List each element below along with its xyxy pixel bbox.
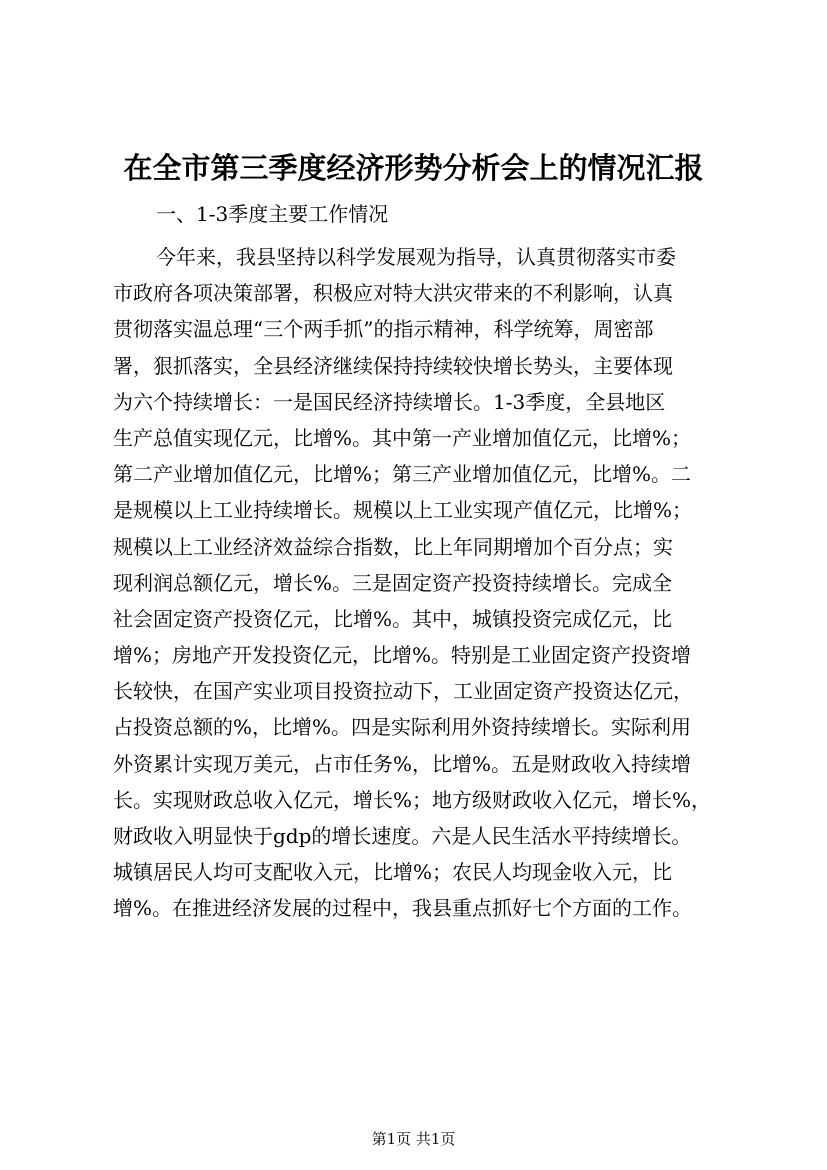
body-paragraph bbox=[113, 239, 753, 927]
paragraph-line: 长较快，在国产实业项目投资拉动下，工业固定资产投资达亿元， bbox=[113, 679, 693, 704]
paragraph-line: 社会固定资产投资亿元，比增%。其中，城镇投资完成亿元，比 bbox=[113, 606, 673, 631]
paragraph-line: 增%。在推进经济发展的过程中，我县重点抓好七个方面的工作。 bbox=[113, 896, 693, 921]
paragraph-line: 为六个持续增长：一是国民经济持续增长。1-3季度，全县地区 bbox=[113, 389, 666, 414]
paragraph-line: 现利润总额亿元，增长%。三是固定资产投资持续增长。完成全 bbox=[113, 570, 673, 595]
paragraph-line: 财政收入明显快于gdp的增长速度。六是人民生活水平持续增长。 bbox=[113, 824, 692, 848]
page-footer: 第1页 共1页 bbox=[371, 1130, 456, 1148]
section-heading: 一、1-3季度主要工作情况 bbox=[156, 202, 389, 226]
paragraph-line: 外资累计实现万美元，占市任务%，比增%。五是财政收入持续增 bbox=[113, 751, 692, 776]
paragraph-line: 增%；房地产开发投资亿元，比增%。特别是工业固定资产投资增 bbox=[113, 643, 692, 668]
paragraph-line: 规模以上工业经济效益综合指数，比上年同期增加个百分点；实 bbox=[113, 534, 673, 559]
paragraph-line: 市政府各项决策部署，积极应对特大洪灾带来的不利影响，认真 bbox=[113, 281, 673, 306]
paragraph-line: 长。实现财政总收入亿元，增长%；地方级财政收入亿元，增长%， bbox=[113, 787, 712, 812]
paragraph-line: 生产总值实现亿元，比增%。其中第一产业增加值亿元，比增%； bbox=[113, 425, 692, 450]
document-title: 在全市第三季度经济形势分析会上的情况汇报 bbox=[123, 151, 704, 185]
paragraph-line: 贯彻落实温总理“三个两手抓”的指示精神，科学统筹，周密部 bbox=[113, 317, 654, 342]
paragraph-line: 是规模以上工业持续增长。规模以上工业实现产值亿元，比增%； bbox=[113, 498, 693, 523]
paragraph-line: 城镇居民人均可支配收入元，比增%；农民人均现金收入元，比 bbox=[113, 860, 673, 885]
paragraph-line: 今年来，我县坚持以科学发展观为指导，认真贯彻落实市委 bbox=[156, 245, 676, 269]
paragraph-line: 第二产业增加值亿元，比增%；第三产业增加值亿元，比增%。二 bbox=[113, 462, 692, 487]
paragraph-line: 占投资总额的%，比增%。四是实际利用外资持续增长。实际利用 bbox=[113, 715, 692, 740]
paragraph-line: 署，狠抓落实，全县经济继续保持持续较快增长势头，主要体现 bbox=[113, 353, 673, 378]
